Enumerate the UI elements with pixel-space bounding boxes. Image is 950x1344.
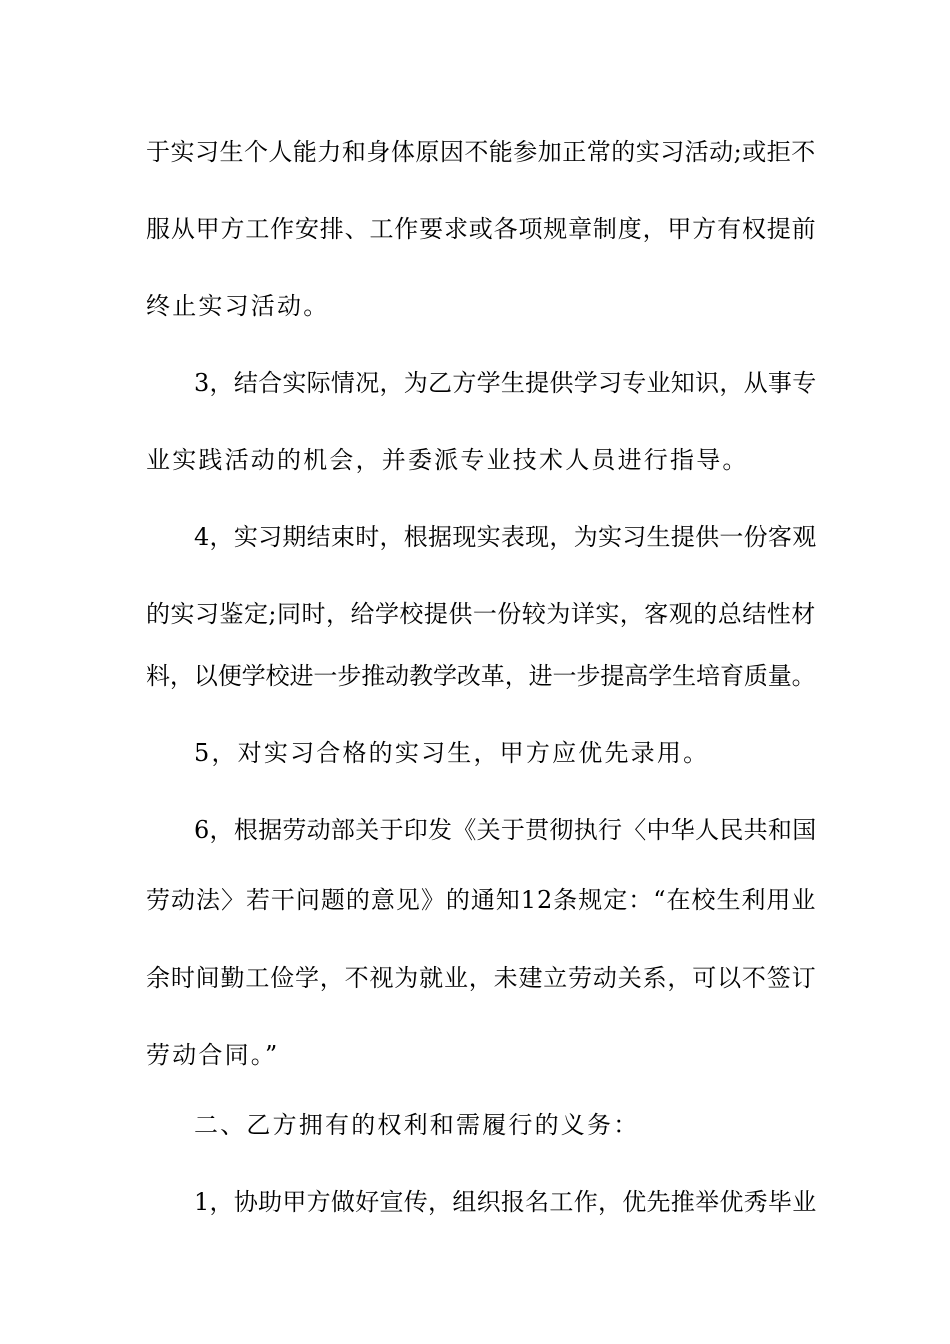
text-line: 终止实习活动。	[146, 292, 330, 320]
text-line: 服从甲方工作安排、工作要求或各项规章制度，甲方有权提前	[146, 215, 817, 243]
text-line: 劳动法〉若干问题的意见》的通知12条规定：“在校生利用业	[146, 886, 817, 914]
text-line: 于实习生个人能力和身体原因不能参加正常的实习活动;或拒不	[146, 138, 816, 166]
text-line: 业实践活动的机会，并委派专业技术人员进行指导。	[146, 446, 749, 474]
text-line: 5，对实习合格的实习生，甲方应优先录用。	[194, 739, 710, 767]
text-line: 料，以便学校进一步推动教学改革，进一步提高学生培育质量。	[146, 662, 816, 690]
section-heading: 二、乙方拥有的权利和需履行的义务：	[194, 1111, 640, 1139]
text-line: 4，实习期结束时，根据现实表现，为实习生提供一份客观	[194, 523, 817, 551]
text-line: 的实习鉴定;同时，给学校提供一份较为详实，客观的总结性材	[146, 600, 816, 628]
text-line: 6，根据劳动部关于印发《关于贯彻执行〈中华人民共和国	[194, 816, 817, 844]
text-line: 余时间勤工俭学，不视为就业，未建立劳动关系，可以不签订	[146, 964, 817, 992]
text-line: 3，结合实际情况，为乙方学生提供学习专业知识，从事专	[194, 369, 817, 397]
text-line: 1，协助甲方做好宣传，组织报名工作，优先推举优秀毕业	[194, 1188, 817, 1216]
text-line: 劳动合同。”	[146, 1041, 280, 1069]
